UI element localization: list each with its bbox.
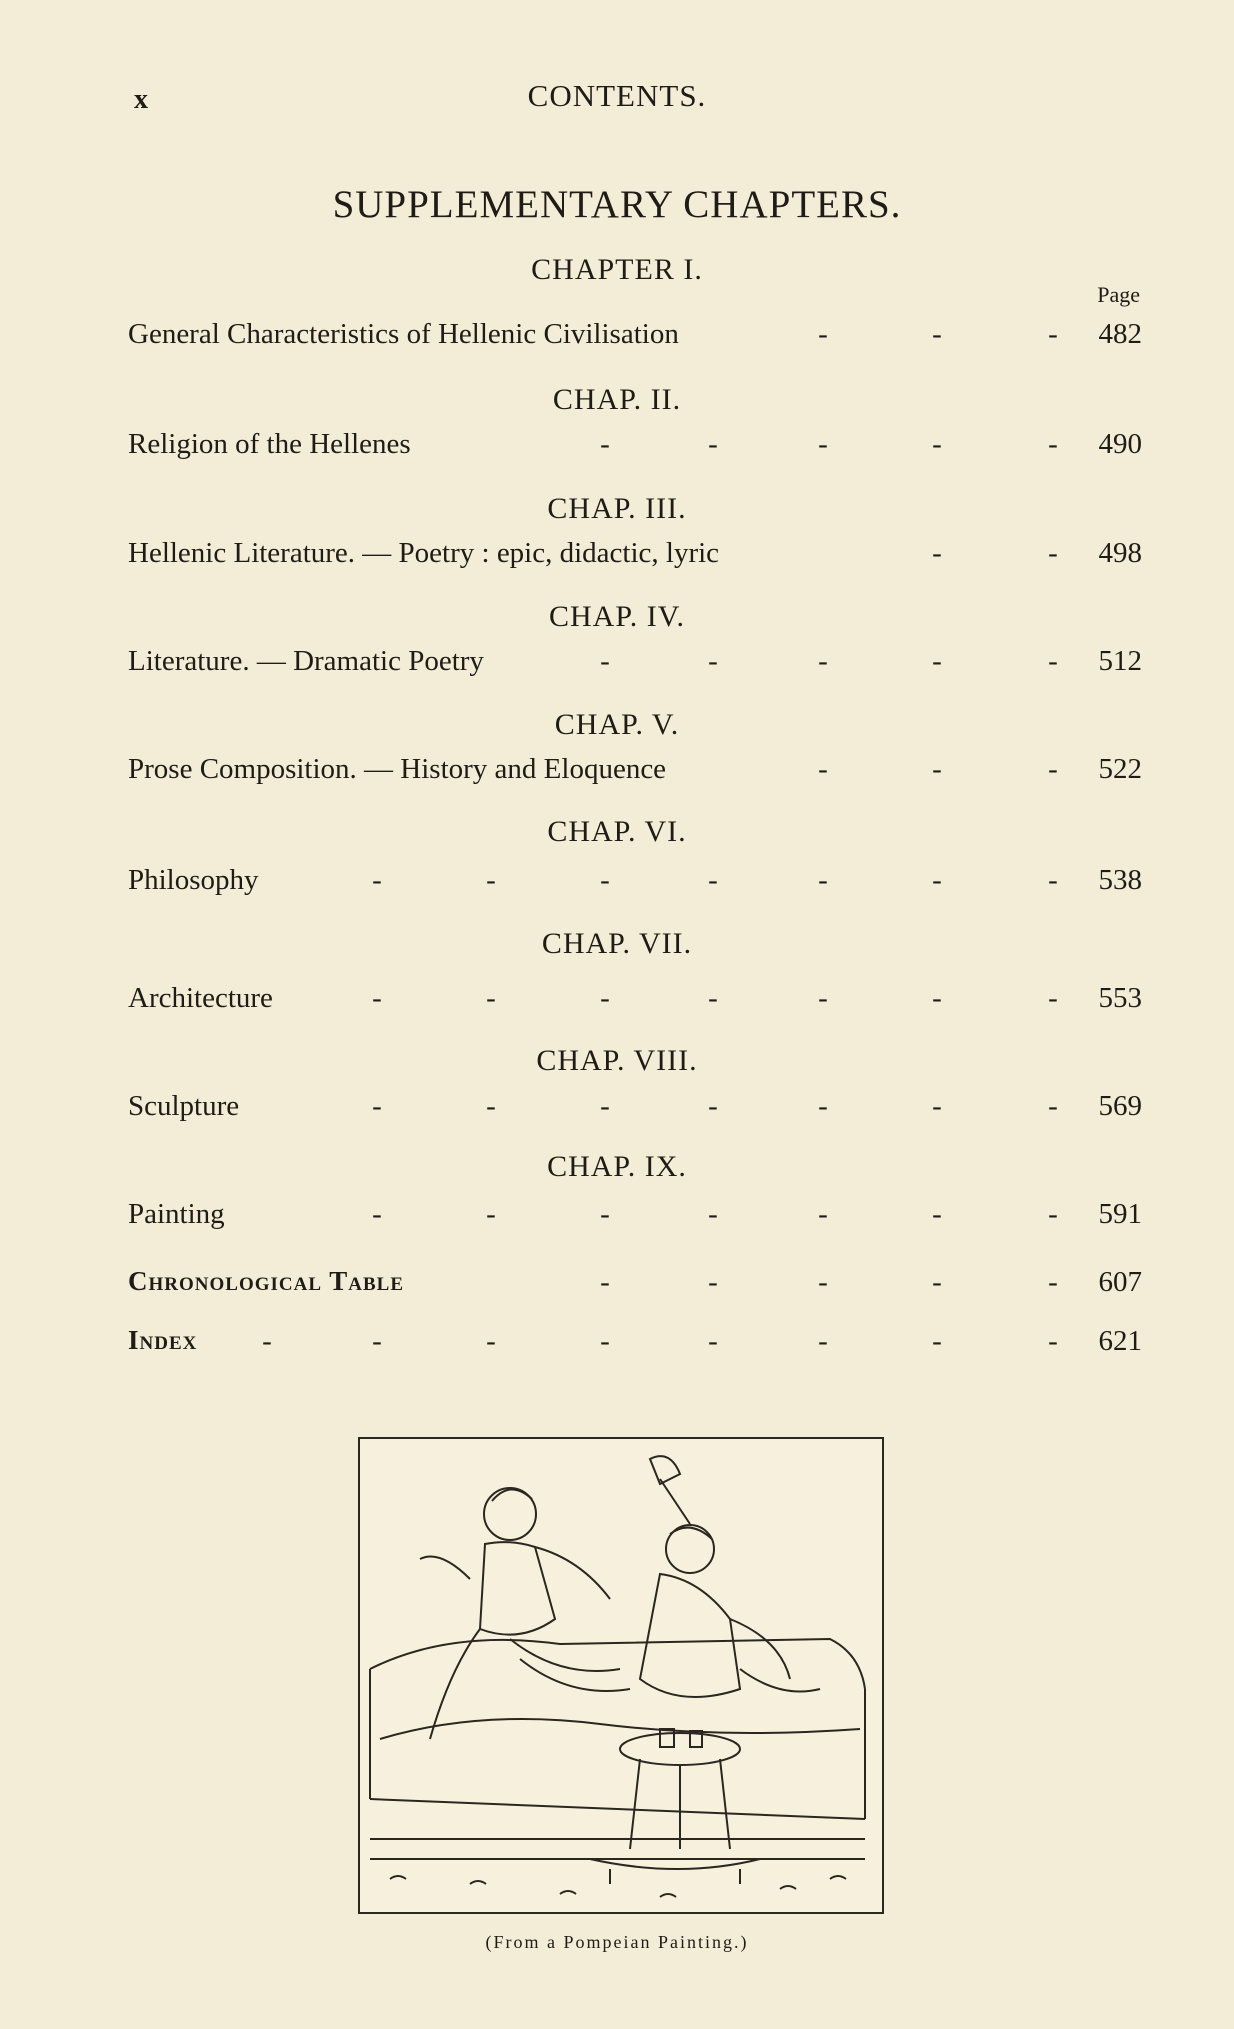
chapter-heading: CHAP. VIII. (536, 1044, 698, 1077)
chapter-heading: CHAPTER I. (531, 253, 703, 286)
page-number: x (134, 84, 148, 115)
toc-entry[interactable] (128, 982, 1142, 1022)
pompeian-illustration (358, 1437, 884, 1914)
toc-entry-title: Philosophy (128, 864, 259, 896)
toc-entry-page: 512 (1098, 645, 1142, 677)
toc-entry[interactable] (128, 1198, 1142, 1238)
chapter-heading: CHAP. IX. (547, 1150, 687, 1183)
dot-leaders: - - - - - - - (372, 1198, 1058, 1230)
toc-entry-page: 569 (1098, 1090, 1142, 1122)
running-title: CONTENTS. (527, 78, 707, 113)
figure-caption: (From a Pompeian Painting.) (485, 1932, 749, 1952)
toc-entry-title: Sculpture (128, 1090, 240, 1122)
toc-entry[interactable] (128, 428, 1142, 468)
dot-leaders: - - - - - (600, 428, 1058, 460)
toc-entry-title: Chronological Table (128, 1266, 405, 1296)
toc-entry-page: 522 (1098, 753, 1142, 785)
toc-entry-page: 498 (1098, 537, 1142, 569)
toc-entry-page: 607 (1098, 1266, 1142, 1298)
toc-entry-page: 482 (1098, 318, 1142, 350)
toc-entry[interactable] (128, 318, 1142, 358)
dot-leaders: - - - - - - - (372, 982, 1058, 1014)
toc-entry[interactable] (128, 864, 1142, 904)
dot-leaders: - - - - - (600, 1266, 1058, 1298)
dot-leaders: - - - (818, 753, 1058, 785)
toc-entry-page: 591 (1098, 1198, 1142, 1230)
chapter-heading: CHAP. VII. (541, 927, 693, 960)
chapter-heading: CHAP. IV. (549, 600, 685, 633)
toc-entry-title: Religion of the Hellenes (128, 428, 411, 460)
toc-entry-page: 538 (1098, 864, 1142, 896)
chapter-heading: CHAP. V. (554, 708, 680, 741)
page-column-label: Page (1097, 282, 1140, 307)
toc-entry-page: 621 (1098, 1325, 1142, 1357)
dot-leaders: - - (932, 537, 1058, 569)
toc-entry-title: Literature. — Dramatic Poetry (128, 645, 484, 677)
chapter-heading: CHAP. II. (552, 383, 682, 416)
toc-entry-title: General Characteristics of Hellenic Civilisation (128, 318, 679, 350)
toc-entry-title: Architecture (128, 982, 273, 1014)
toc-entry-index[interactable] (128, 1325, 1142, 1365)
toc-entry[interactable] (128, 1090, 1142, 1130)
toc-entry-title: Hellenic Literature. — Poetry : epic, didactic, lyric (128, 537, 720, 569)
running-header (0, 78, 1234, 118)
toc-entry[interactable] (128, 645, 1142, 685)
toc-entry[interactable] (128, 753, 1142, 793)
chapter-heading: CHAP. III. (547, 492, 687, 525)
toc-entry-title: Prose Composition. — History and Eloquence (128, 753, 667, 785)
section-title: SUPPLEMENTARY CHAPTERS. (332, 183, 902, 226)
dot-leaders: - - - - - - - - (262, 1325, 1058, 1357)
dot-leaders: - - - - - - - (372, 1090, 1058, 1122)
toc-entry-title: Index (128, 1325, 198, 1355)
toc-entry-title: Painting (128, 1198, 225, 1230)
illustration-drawing (360, 1439, 882, 1912)
dot-leaders: - - - - - - - (372, 864, 1058, 896)
toc-entry-chronological-table[interactable] (128, 1266, 1142, 1306)
toc-entry-page: 553 (1098, 982, 1142, 1014)
dot-leaders: - - - - - (600, 645, 1058, 677)
toc-entry[interactable] (128, 537, 1142, 577)
dot-leaders: - - - (818, 318, 1058, 350)
toc-entry-page: 490 (1098, 428, 1142, 460)
chapter-heading: CHAP. VI. (547, 815, 687, 848)
